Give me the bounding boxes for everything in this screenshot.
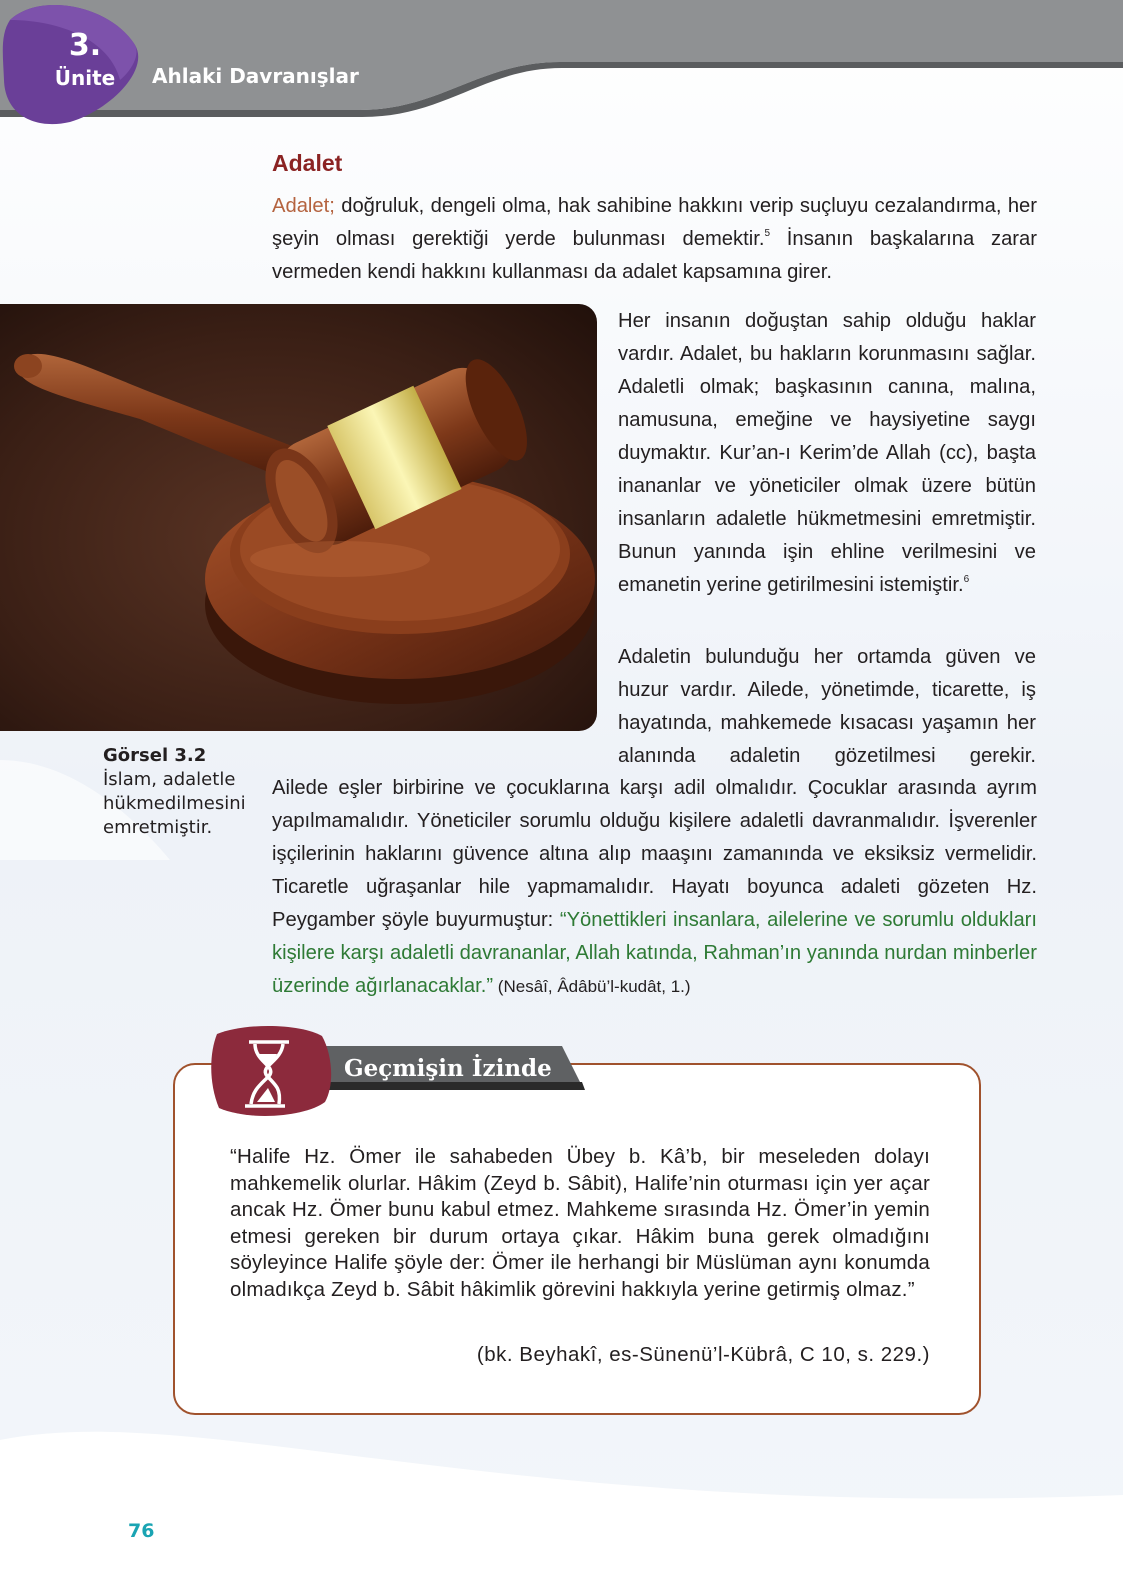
unit-number: 3. (68, 28, 102, 63)
unit-label: Ünite (54, 66, 116, 90)
footnote-5: 5 (764, 228, 770, 240)
unit-title: Ahlaki Davranışlar (152, 64, 359, 88)
history-box-text: “Halife Hz. Ömer ile sahabeden Übey b. Kâ’b, bir meseleden dolayı mahkemelik olurlar. Hâkim (Zeyd b. Sâbit), Halife’nin oturması için yer açar ancak Hz. Ömer bunu kabul etmez. Mahkeme sırasında Hz. Ömer’in yemin etmesi gereken bir durum ortaya çıkar. Hâkim buna gerek olmadığını söyleyince Halife şöyle der: Ömer ile herhangi bir Müslüman aynı konumda olmadıkça Zeyd b. Sâbit hâkimlik görevini hakkıyla yerine getirmiş olmaz.” (230, 1145, 930, 1301)
right-column-paragraph-1 (618, 305, 1036, 602)
caption-text: İslam, adaletle hükmedilmesini emretmiştir. (103, 769, 246, 838)
page-header (0, 0, 1123, 130)
footnote-6: 6 (963, 574, 970, 586)
intro-text-b: İnsanın başkalarına zarar vermeden kendi hakkını kullanması da adalet kapsamına girer. (272, 228, 1037, 283)
history-box-reference: (bk. Beyhakî, es-Sünenü’l-Kübrâ, C 10, s. 229.) (476, 1343, 930, 1366)
right-column-text-1: Her insanın doğuştan sahip olduğu haklar vardır. Adalet, bu hakların korunmasını sağlar. Adaletli olmak; başkasının canına, malına, namusuna, emeğine ve haysiyetine saygı duymaktır. Kur’an-ı Kerim’de Allah (cc), başta inananlar ve yöneticiler olmak üzere bütün insanların adaletle hükmetmesini emretmiştir. Bunun yanında işin ehline verilmesini ve emanetin yerine getirilmesini istemiştir. (618, 310, 1036, 596)
gavel-photo (0, 304, 597, 731)
section-title: Adalet (272, 150, 343, 176)
right-column-paragraph-2: Adaletin bulunduğu her ortamda güven ve huzur vardır. Ailede, yönetimde, ticarette, iş hayatında, mahkemede kısacası yaşamın her alanında adaletin gözetilmesi gerekir. (618, 646, 1036, 767)
history-box-title: Geçmişin İzinde (344, 1055, 552, 1082)
hadith-quote: “Yönettikleri insanlara, ailelerine ve sorumlu oldukları kişilere karşı adaletli davrananlar, Allah katında, Rahman’ın yanında nurdan minberler üzerinde ağırlanacaklar.” (272, 909, 1038, 997)
hadith-reference: (Nesâî, Âdâbü’l-kudât, 1.) (493, 977, 691, 996)
figure-caption (103, 744, 263, 840)
intro-text-a: doğruluk, dengeli olma, hak sahibine hakkını verip suçluyu cezalandırma, her şeyin olması gerektiği yerde bulunması demektir. (272, 195, 1037, 250)
full-width-paragraph (272, 772, 1037, 1003)
intro-term: Adalet; (272, 195, 335, 217)
page-number: 76 (128, 1520, 155, 1542)
caption-title: Görsel 3.2 (103, 745, 207, 766)
full-para-text: Ailede eşler birbirine ve çocuklarına karşı adil olmalıdır. Çocuklar arasında ayrım yapılmamalıdır. Yöneticiler sorumlu olduğu kişilere adaletli davranmalıdır. İşverenler işçilerinin haklarını güvence altına alıp maaşını zamanında ve eksiksiz vermelidir. Ticaretle uğraşanlar hile yapmamalıdır. Hayatı boyunca adaleti gözeten Hz. Peygamber şöyle buyurmuştur: (272, 777, 1037, 931)
intro-paragraph (272, 190, 1037, 289)
